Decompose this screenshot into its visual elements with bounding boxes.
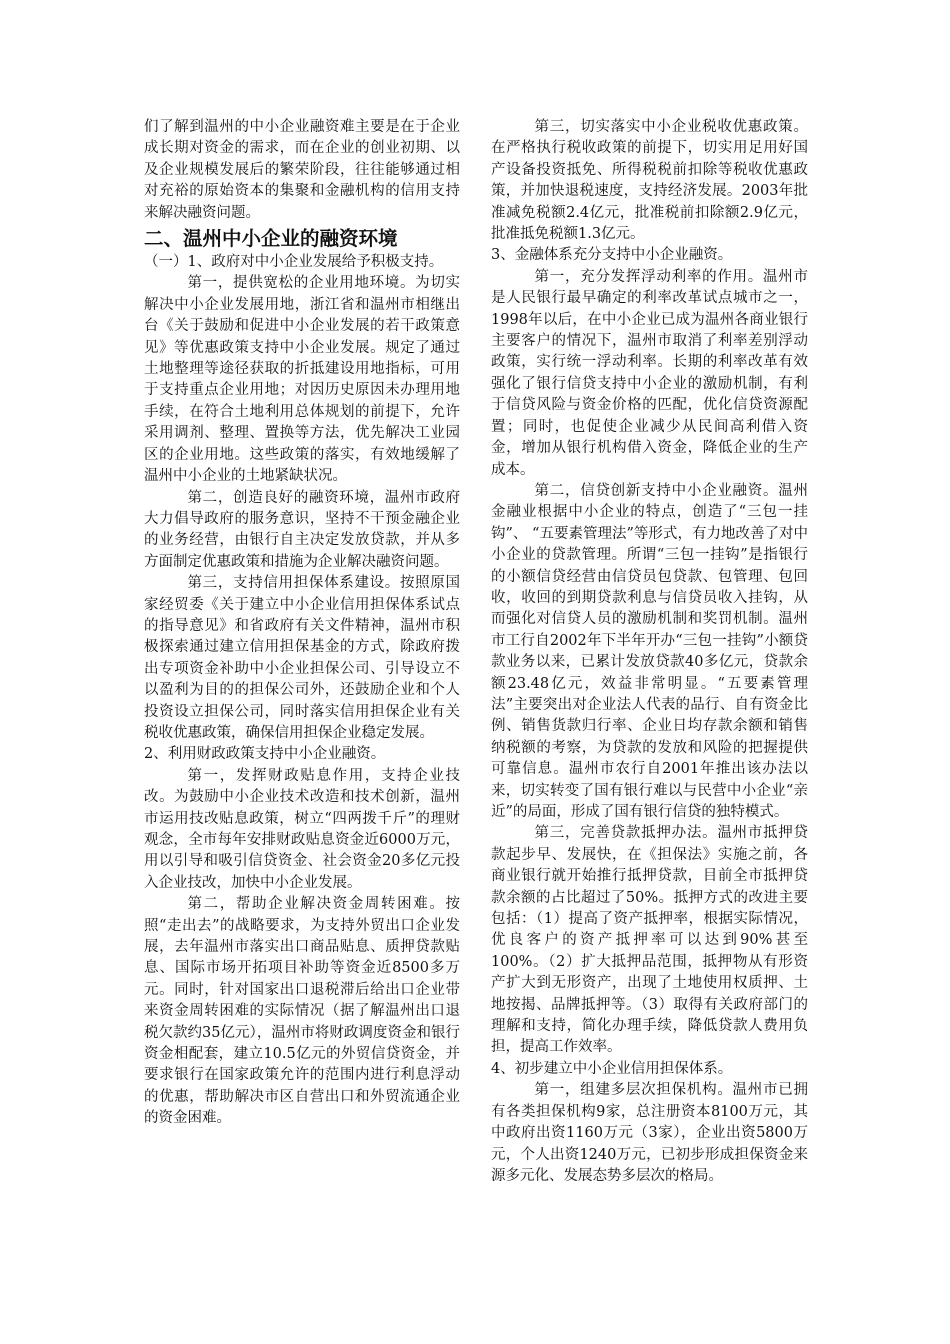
- paragraph-tax-incentives: 第三，切实落实中小企业税收优惠政策。在严格执行税收政策的前提下，切实用足用好国产设备投资抵免、所得税税前扣除等税收优惠政策，并加快退税速度，支持经济发展。2003年批准减免税额2.4亿元，批准税前扣除额2.9亿元，批准抵免税额1.3亿元。: [491, 119, 808, 243]
- paragraph-land-environment: 第一，提供宽松的企业用地环境。为切实解决中小企业发展用地，浙江省和温州市相继出台《关于鼓励和促进中小企业发展的若干政策意见》等优惠政策支持中小企业发展。规定了通过土地整理等途径获取的折抵建设用地指标，可用于支持重点企业用地；对因历史原因未办理用地手续，在符合土地利用总体规划的前提下，允许采用调剂、整理、置换等方法，优先解决工业园区的企业用地。这些政策的落实，有效地缓解了温州中小企业的土地紧缺状况。: [144, 275, 460, 485]
- paragraph-fiscal-subsidy: 第一，发挥财政贴息作用，支持企业技改。为鼓励中小企业技术改造和技术创新，温州市运用技改贴息政策，树立“四两拨千斤”的理财观念，全市每年安排财政贴息资金近6000万元，用以引导和吸引信贷资金、社会资金20多亿元投入企业技改，加快中小企业发展。: [144, 767, 460, 891]
- paragraph-capital-turnover: 第二，帮助企业解决资金周转困难。按照“走出去”的战略要求，为支持外贸出口企业发展，去年温州市落实出口商品贴息、质押贷款贴息、国际市场开拓项目补助等资金近8500多万元。同时，针对国家出口退税滞后给出口企业带来资金周转困难的实际情况（据了解温州出口退税欠款约35亿元），温州市将财政调度资金和银行资金相配套，建立10.5亿元的外贸信贷资金，并要求银行在国家政策允许的范围内进行利息浮动的优惠，帮助解决市区自营出口和外贸流通企业的资金困难。: [144, 896, 460, 1127]
- section-heading: 二、温州中小企业的融资环境: [144, 227, 398, 251]
- subsection-title-3: 3、金融体系充分支持中小企业融资。: [491, 247, 733, 264]
- paragraph-financing-environment: 第二，创造良好的融资环境，温州市政府大力倡导政府的服务意识，坚持不干预金融企业的业务经营，由银行自主决定发放贷款，并从多方面制定优惠政策和措施为企业解决融资问题。: [144, 489, 460, 570]
- subsection-title-2: 2、利用财政政策支持中小企业融资。: [144, 746, 386, 763]
- paragraph-floating-rate: 第一，充分发挥浮动利率的作用。温州市是人民银行最早确定的利率改革试点城市之一，1998年以后，在中小企业已成为温州各商业银行主要客户的情况下，温州市取消了利率差别浮动政策，实行统一浮动利率。长期的利率改革有效强化了银行信贷支持中小企业的激励机制，有利于信贷风险与资金价格的匹配，优化信贷资源配置；同时，也促使企业减少从民间高利借入资金，增加从银行机构借入资金，降低企业的生产成本。: [491, 268, 808, 478]
- paragraph-credit-innovation: 第二，信贷创新支持中小企业融资。温州金融业根据中小企业的特点，创造了“三包一挂钩”、 “五要素管理法”等形式，有力地改善了对中小企业的贷款管理。所谓“三包一挂钩”是指银行的小额信贷经营由信贷员包贷款、包管理、包回收，收回的到期贷款利息与信贷员收入挂钩，从而强化对信贷人员的激励机制和奖罚机制。温州市工行自2002年下半年开办“三包一挂钩”小额贷款业务以来，已累计发放贷款40多亿元，贷款余额23.48亿元，效益非常明显。“五要素管理法”主要突出对企业法人代表的品行、自有资金比例、销售货款归行率、企业日均存款余额和销售纳税额的考察，为贷款的发放和风险的把握提供可靠信息。温州市农行自2001年推出该办法以来，切实转变了国有银行难以与民营中小企业“亲近”的局面，形成了国有银行信贷的独特模式。: [491, 482, 808, 820]
- intro-paragraph: 们了解到温州的中小企业融资难主要是在于企业成长期对资金的需求，而在企业的创业初期、以及企业规模发展后的繁荣阶段，往往能够通过相对充裕的原始资本的集聚和金融机构的信用支持来解决融资问题。: [144, 119, 460, 221]
- left-column: [144, 117, 460, 1130]
- paragraph-mortgage-loans: 第三，完善贷款抵押办法。温州市抵押贷款起步早、发展快，在《担保法》实施之前，各商业银行就开始推行抵押贷款，目前全市抵押贷款余额的占比超过了50%。抵押方式的改进主要包括：（1）提高了资产抵押率，根据实际情况，优良客户的资产抵押率可以达到90%甚至100%。（2）扩大抵押品范围，抵押物从有形资产扩大到无形资产，出现了土地使用权质押、土地按揭、品牌抵押等。（3）取得有关政府部门的理解和支持，简化办理手续，降低贷款人费用负担，提高工作效率。: [491, 825, 808, 1056]
- subsection-title-4: 4、初步建立中小企业信用担保体系。: [491, 1060, 733, 1077]
- right-column: [491, 117, 808, 1187]
- subsection-title-1: （一）1、政府对中小企业发展给予积极支持。: [144, 254, 444, 271]
- paragraph-credit-guarantee: 第三，支持信用担保体系建设。按照原国家经贸委《关于建立中小企业信用担保体系试点的指导意见》和省政府有关文件精神，温州市积极探索通过建立信用担保基金的方式，除政府拨出专项资金补助中小企业担保公司、引导设立不以盈利为目的的担保公司外，还鼓励企业和个人投资设立担保公司，同时落实信用担保企业有关税收优惠政策，确保信用担保企业稳定发展。: [144, 575, 460, 741]
- paragraph-guarantee-institutions: 第一，组建多层次担保机构。温州市已拥有各类担保机构9家，总注册资本8100万元，其中政府出资1160万元（3家），企业出资5800万元，个人出资1240万元，已初步形成担保资金来源多元化、发展态势多层次的格局。: [491, 1082, 808, 1184]
